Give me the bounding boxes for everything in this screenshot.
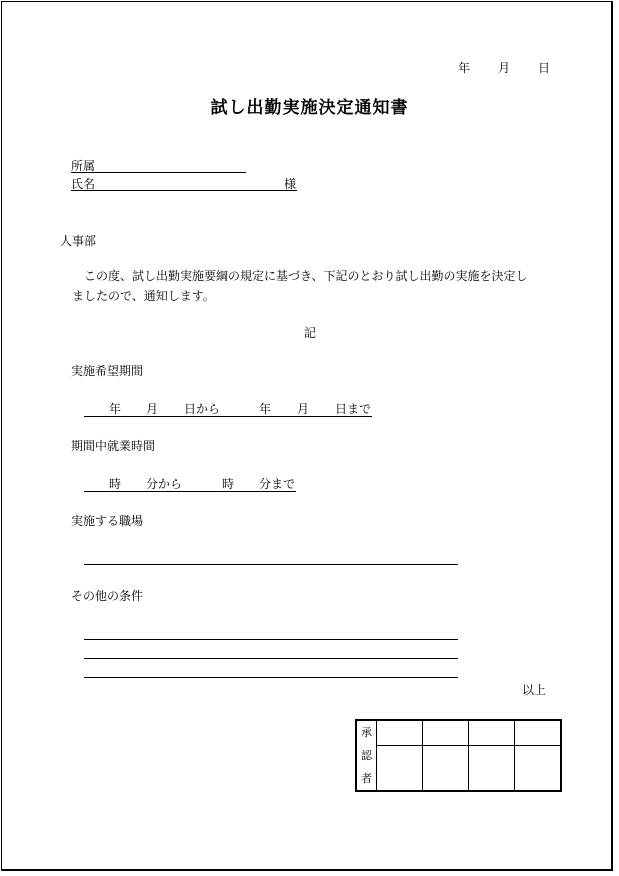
approval-stamp-cell[interactable] — [469, 745, 515, 791]
period-year2: 年 — [259, 402, 272, 416]
date-line — [458, 62, 550, 74]
approval-header-cell[interactable] — [515, 720, 562, 745]
period-month1: 月 — [146, 402, 159, 416]
other-heading: その他の条件 — [71, 589, 144, 603]
hours-to: 分まで — [259, 477, 296, 491]
honorific: 様 — [284, 177, 297, 191]
hours-from: 分から — [146, 477, 183, 491]
date-year: 年 — [458, 61, 471, 75]
approval-stamp-cell[interactable] — [423, 745, 469, 791]
approval-stamp-cell[interactable] — [377, 745, 423, 791]
name-label: 氏名 — [71, 177, 96, 191]
period-year1: 年 — [109, 402, 122, 416]
affiliation-line — [71, 172, 246, 173]
date-day: 日 — [538, 61, 551, 75]
approval-header-cell[interactable] — [377, 720, 423, 745]
approval-stamp-cell[interactable] — [515, 745, 562, 791]
issuer: 人事部 — [60, 234, 97, 248]
approval-header-cell[interactable] — [469, 720, 515, 745]
period-month2: 月 — [297, 402, 310, 416]
approval-header-cell[interactable] — [423, 720, 469, 745]
workplace-heading: 実施する職場 — [71, 514, 144, 528]
hours-heading: 期間中就業時間 — [71, 439, 156, 453]
ki-marker: 記 — [304, 326, 317, 340]
period-underline — [84, 416, 372, 417]
affiliation-label: 所属 — [71, 159, 96, 173]
approval-table — [355, 719, 562, 792]
date-month: 月 — [498, 61, 511, 75]
body-text-line2: ましたので、通知します。 — [72, 289, 215, 303]
period-from: 日から — [184, 402, 221, 416]
closing-ijou: 以上 — [522, 683, 547, 697]
approval-label — [356, 720, 377, 791]
document-title: 試し出勤実施決定通知書 — [210, 98, 409, 118]
approval-char-3: 者 — [361, 772, 372, 785]
period-to: 日まで — [335, 402, 372, 416]
approval-char-2: 認 — [361, 749, 372, 762]
other-line-2 — [84, 658, 458, 659]
hours-underline — [84, 491, 296, 492]
approval-char-1: 承 — [361, 726, 372, 739]
body-text-line1: この度、試し出勤実施要綱の規定に基づき、下記のとおり試し出勤の実施を決定し — [84, 269, 528, 283]
name-line — [71, 190, 297, 191]
period-heading: 実施希望期間 — [71, 364, 144, 378]
other-line-1 — [84, 639, 458, 640]
workplace-line — [84, 564, 458, 565]
hours-hour2: 時 — [222, 477, 235, 491]
hours-hour1: 時 — [109, 477, 122, 491]
other-line-3 — [84, 677, 458, 678]
